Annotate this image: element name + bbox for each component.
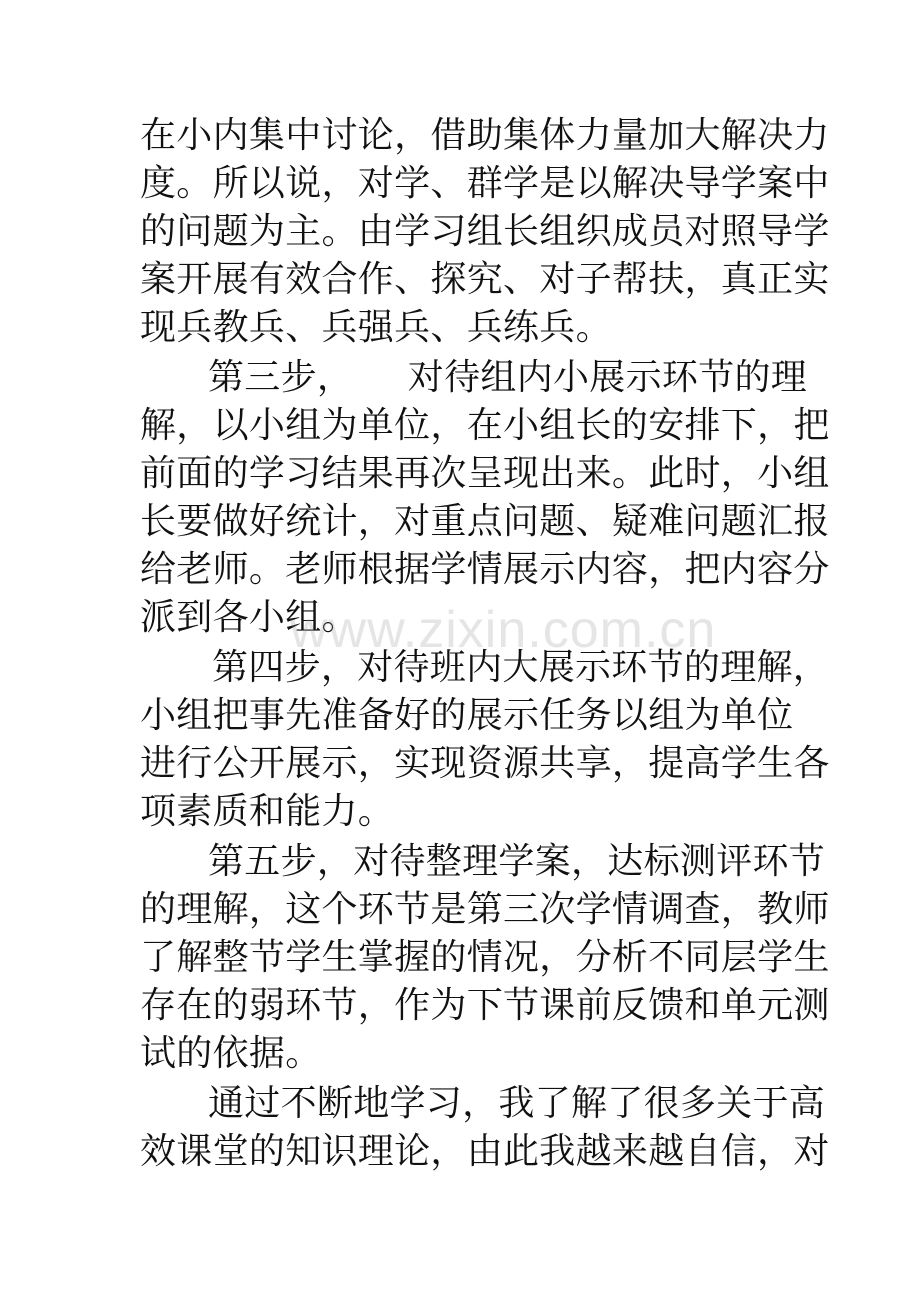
text-line-21: 通过不断地学习，我了解了很多关于高 (208, 1083, 826, 1124)
text-line-10: 给老师。老师根据学情展示内容，把内容分 (140, 549, 830, 590)
text-line-22: 效课堂的知识理论，由此我越来越自信，对 (140, 1131, 830, 1172)
text-line-11: 派到各小组。 (140, 597, 358, 638)
text-line-13: 小组把事先准备好的展示任务以组为单位 (140, 695, 794, 736)
watermark: www.zixin.com.cn (290, 601, 717, 659)
text-line-4: 案开展有效合作、探究、对子帮扶，真正实 (140, 259, 830, 300)
text-line-6: 第三步， 对待组内小展示环节的理 (208, 357, 808, 398)
text-line-1: 在小内集中讨论，借助集体力量加大解决力 (140, 115, 830, 156)
text-line-2: 度。所以说，对学、群学是以解决导学案中 (140, 163, 830, 204)
text-line-5: 现兵教兵、兵强兵、兵练兵。 (140, 307, 612, 348)
text-line-14: 进行公开展示，实现资源共享，提高学生各 (140, 743, 830, 784)
text-line-9: 长要做好统计，对重点问题、疑难问题汇报 (140, 501, 830, 542)
text-line-20: 试的依据。 (140, 1033, 322, 1074)
text-line-15: 项素质和能力。 (140, 791, 395, 832)
text-line-19: 存在的弱环节，作为下节课前反馈和单元测 (140, 985, 830, 1026)
text-line-16: 第五步，对待整理学案，达标测评环节 (208, 841, 826, 882)
text-line-18: 了解整节学生掌握的情况，分析不同层学生 (140, 937, 830, 978)
text-line-8: 前面的学习结果再次呈现出来。此时，小组 (140, 453, 830, 494)
text-line-12: 第四步，对待班内大展示环节的理解， (212, 647, 830, 688)
text-line-7: 解，以小组为单位，在小组长的安排下，把 (140, 405, 830, 446)
text-line-17: 的理解，这个环节是第三次学情调查，教师 (140, 889, 830, 930)
text-line-3: 的问题为主。由学习组长组织成员对照导学 (140, 211, 830, 252)
